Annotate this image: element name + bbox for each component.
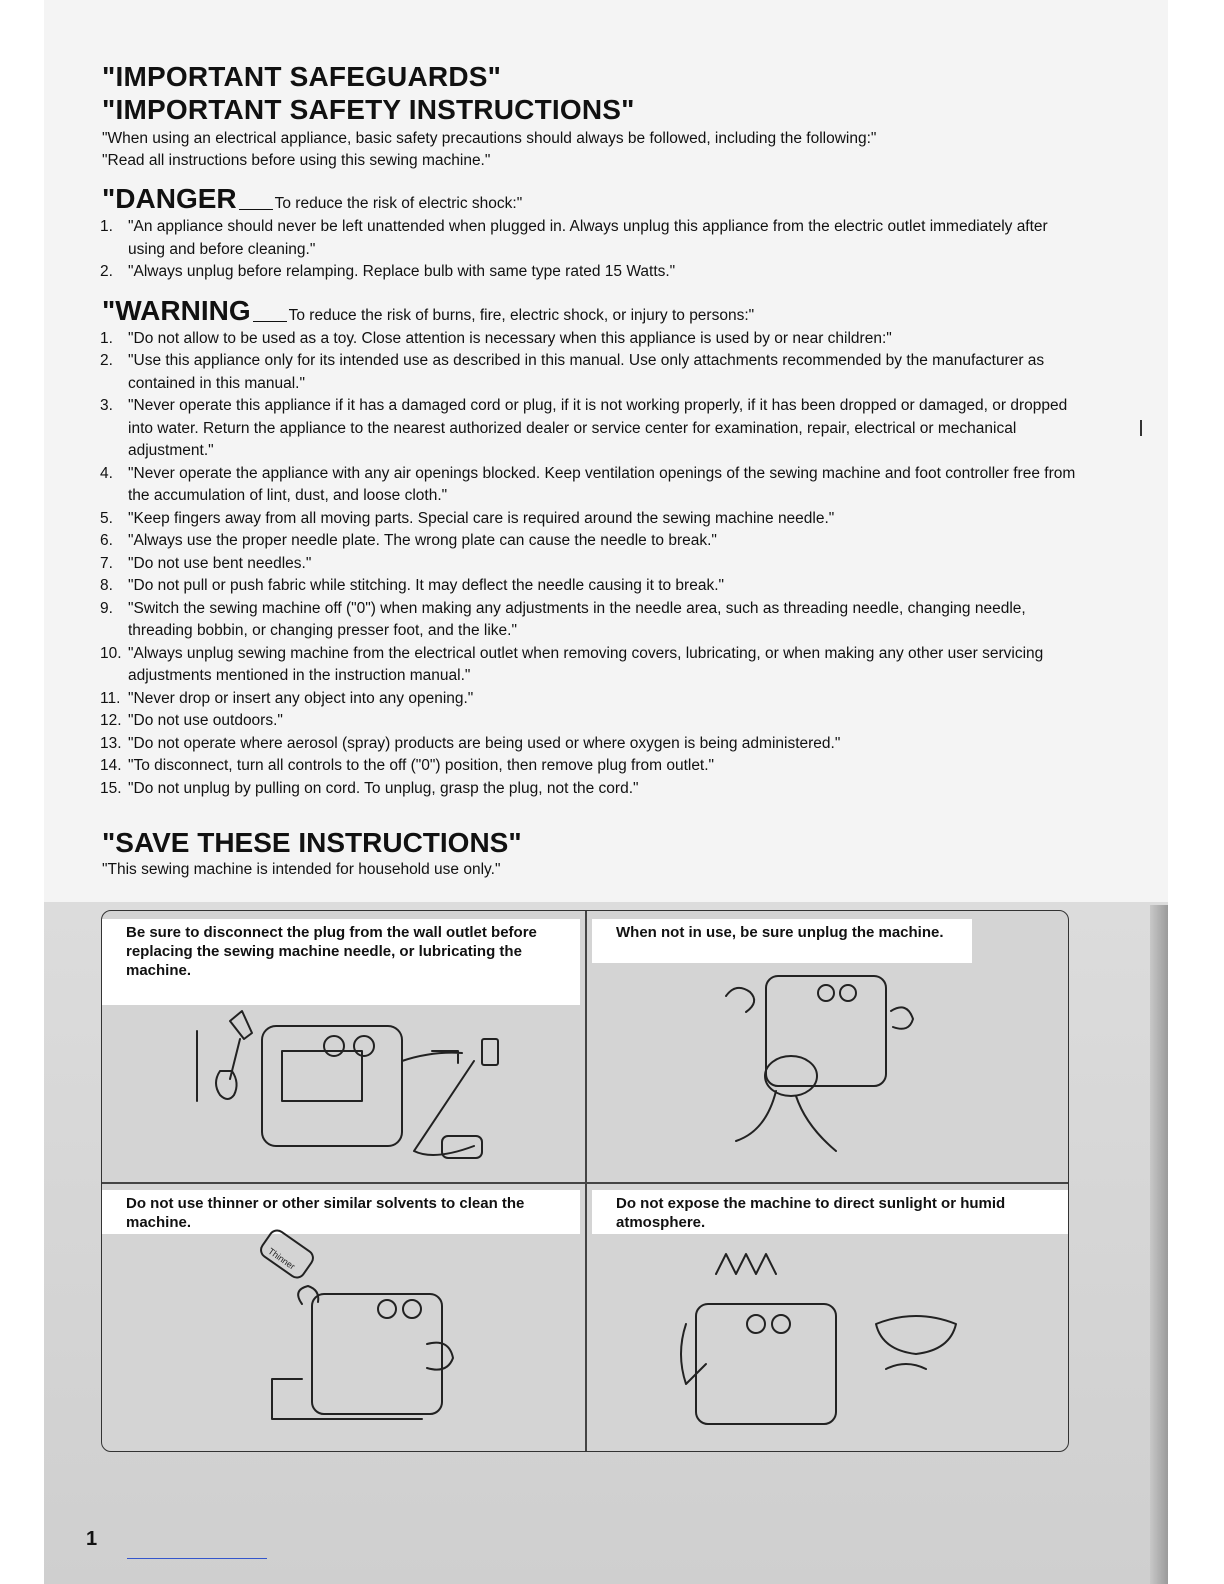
panel-caption: Do not use thinner or other similar solvents to clean the machine. [102,1190,580,1234]
panel-unplug-before-service [102,911,584,1181]
list-item [102,463,1082,508]
item-number: 4. [100,464,113,482]
list-item [102,755,1082,778]
item-text: "Never operate the appliance with any air openings blocked. Keep ventilation openings of the sewing machine and foot controller free from the accumulation of lint, dust, and loose cloth." [128,464,1076,504]
raised-hand-left [298,1286,318,1304]
bulb-icon [216,1071,237,1099]
item-number: 9. [100,599,113,617]
sun-and-steam-illustration [586,1184,1068,1452]
thinner-bottle-illustration [102,1184,584,1452]
warning-list [102,328,1082,801]
item-number: 13. [100,734,122,752]
page-edge-shadow [1150,905,1168,1584]
list-item [102,508,1082,531]
item-text: "Do not operate where aerosol (spray) products are being used or where oxygen is being administered." [128,734,841,752]
warning-subtitle: To reduce the risk of burns, fire, electric shock, or injury to persons:" [288,306,755,324]
warning-rule [253,321,287,322]
item-number: 8. [100,577,113,594]
item-text: "An appliance should never be left unattended when plugged in. Always unplug this appliance from the electric outlet immediately after using and before cleaning." [128,218,1048,258]
machine-eyes [840,985,856,1001]
item-number: 3. [100,397,113,414]
item-text: "Do not use bent needles." [128,554,312,572]
stove-flame-icon [886,1364,926,1369]
list-item [102,553,1082,576]
panel-caption: Do not expose the machine to direct sunlight or humid atmosphere. [592,1190,1068,1234]
panel-no-solvents [102,1184,584,1452]
bottle-label: Thinner [266,1245,297,1272]
machine-eyes [403,1300,421,1318]
danger-heading [102,182,1082,216]
foot-controller-icon [442,1136,482,1158]
item-text: "Always unplug sewing machine from the electrical outlet when removing covers, lubricating, or when making any other user servicing adjustments mentioned in the instruction manual." [128,644,1044,684]
safety-text [102,60,1082,881]
danger-subtitle: To reduce the risk of electric shock:" [274,195,523,212]
item-text: "Use this appliance only for its intended use as described in this manual. Use only attachments recommended by the manufacturer as contained in this manual." [128,352,1045,392]
item-text: "To disconnect, turn all controls to the off ("0") position, then remove plug from outlet." [128,757,715,774]
item-number: 1. [100,329,113,347]
steaming-pot-icon [876,1316,956,1354]
list-item [102,328,1082,351]
list-item [102,643,1082,688]
item-number: 12. [100,712,122,729]
intro-line-1: "When using an electrical appliance, basic safety precautions should always be followed, including the following:" [102,130,877,147]
list-item [102,598,1082,643]
item-number: 15. [100,779,122,797]
item-text: "Switch the sewing machine off ("0") when making any adjustments in the needle area, such as threading needle, changing needle, threading bobbin, or changing presser foot, and the like." [128,599,1026,639]
footer-link-line [127,1558,267,1559]
illustration-panel [101,910,1069,1452]
page-number: 1 [86,1528,98,1550]
item-text: "Do not allow to be used as a toy. Close attention is necessary when this appliance is used by or near children:" [128,329,892,347]
wall-outlet-icon [482,1039,498,1065]
item-number: 10. [100,644,122,662]
heading-safeguards: "IMPORTANT SAFEGUARDS" [102,61,502,92]
item-number: 6. [100,532,113,549]
margin-mark [1140,420,1142,436]
list-item [102,530,1082,553]
save-instructions-heading: "SAVE THESE INSTRUCTIONS" [102,827,522,858]
list-item [102,395,1082,463]
intro-line-2: "Read all instructions before using this sewing machine." [102,152,491,169]
pointing-hand [402,1051,462,1063]
item-number: 1. [100,218,113,235]
danger-rule [239,209,273,210]
item-text: "Do not use outdoors." [128,712,283,729]
item-text: "Never operate this appliance if it has a damaged cord or plug, if it is not working properly, if it has been dropped or damaged, or dropped into water. Return the appliance to the nearest authorized dealer or service center for examination, repair, electrical or mechanical adjustment." [128,397,1068,459]
warning-title: "WARNING [102,294,251,326]
raised-hand-right [427,1343,453,1370]
item-number: 5. [100,509,113,527]
panel-caption: When not in use, be sure unplug the machine. [592,919,972,963]
item-number: 14. [100,757,122,774]
item-text: "Always unplug before relamping. Replace bulb with same type rated 15 Watts." [128,263,676,280]
panel-caption: Be sure to disconnect the plug from the wall outlet before replacing the sewing machine needle, or lubricating the machine. [102,919,580,1005]
item-number: 7. [100,554,113,572]
list-item [102,710,1082,733]
machine-eyes [772,1315,790,1333]
machine-eyes [354,1036,374,1056]
waving-hand-left [726,988,754,1012]
list-item [102,688,1082,711]
screwdriver-icon [230,1011,252,1079]
child-head [765,1056,817,1096]
list-item [102,350,1082,395]
household-use-note: "This sewing machine is intended for household use only." [102,861,501,878]
towel-icon [681,1324,706,1384]
power-cord [414,1061,474,1155]
child-body [736,1091,836,1151]
list-item [102,778,1082,801]
danger-title: "DANGER [102,183,237,214]
item-number: 11. [100,689,121,707]
sewing-machine-body [766,976,886,1086]
sewing-machine-body [696,1304,836,1424]
list-item [102,261,1082,284]
warning-heading [102,294,1082,328]
list-item [102,733,1082,756]
danger-list [102,216,1082,284]
item-number: 2. [100,352,113,369]
list-item [102,575,1082,598]
item-text: "Keep fingers away from all moving parts. Special care is required around the sewing machine needle." [128,509,835,527]
sun-rays-icon [716,1254,776,1274]
machine-arm [282,1051,362,1101]
unplug-machine-illustration [102,911,584,1181]
item-text: "Never drop or insert any object into any opening." [128,689,474,707]
item-text: "Do not pull or push fabric while stitching. It may deflect the needle causing it to break." [128,577,725,594]
child-and-machine-illustration [586,911,1068,1181]
sewing-machine-body [312,1294,442,1414]
item-text: "Always use the proper needle plate. The wrong plate can cause the needle to break." [128,532,717,549]
panel-unplug-when-idle [586,911,1068,1181]
list-item [102,216,1082,261]
heading-safety-instructions: "IMPORTANT SAFETY INSTRUCTIONS" [102,94,635,125]
panel-no-sunlight-humidity [586,1184,1068,1452]
item-text: "Do not unplug by pulling on cord. To unplug, grasp the plug, not the cord." [128,779,639,797]
waving-hand-right [891,1007,913,1028]
item-number: 2. [100,263,113,280]
